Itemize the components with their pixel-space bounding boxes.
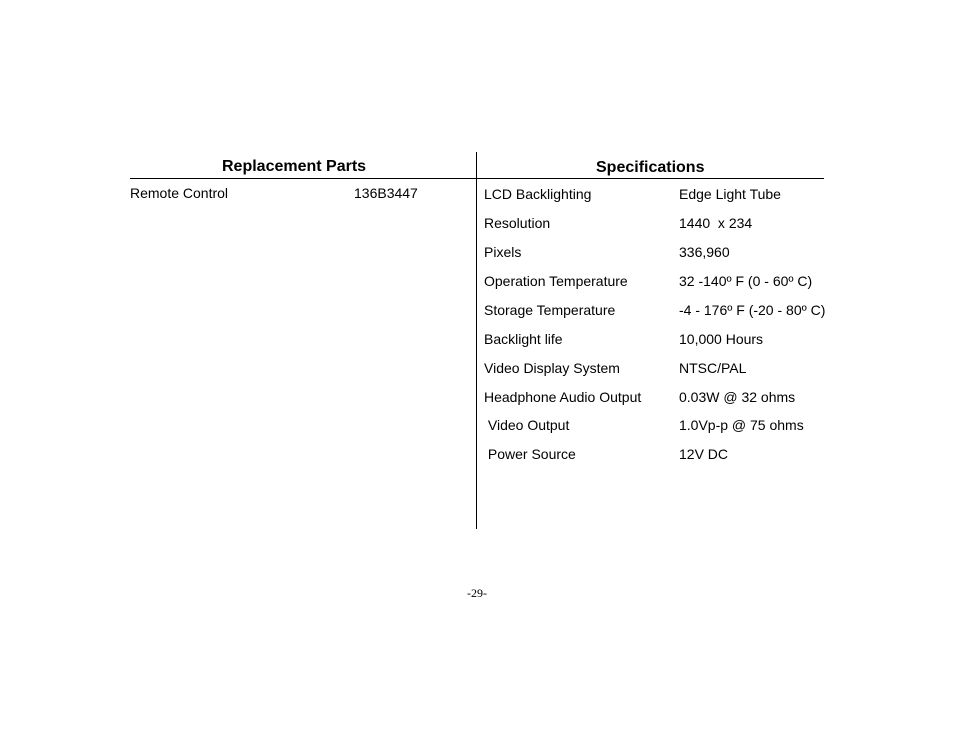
spec-label: Video Display System: [484, 360, 620, 376]
spec-value: Edge Light Tube: [679, 186, 781, 202]
spec-value: 10,000 Hours: [679, 331, 764, 347]
spec-label: Headphone Audio Output: [484, 389, 642, 405]
spec-value: 12V DC: [679, 446, 729, 462]
column-divider: [476, 152, 477, 529]
page-number: -29-: [467, 586, 487, 600]
spec-label: Operation Temperature: [484, 273, 628, 289]
spec-value: 336,960: [679, 244, 730, 260]
spec-value: 1440 x 234: [679, 215, 753, 231]
spec-value: NTSC/PAL: [679, 360, 747, 376]
spec-value: -4 - 176º F (-20 - 80º C): [679, 302, 826, 318]
part-name: Remote Control: [130, 185, 229, 201]
part-number: 136B3447: [354, 185, 418, 201]
spec-value: 0.03W @ 32 ohms: [679, 389, 796, 405]
specifications-heading: Specifications: [596, 159, 705, 176]
spec-label: Pixels: [484, 244, 522, 260]
spec-label: Resolution: [484, 215, 551, 231]
spec-value: 32 -140º F (0 - 60º C): [679, 273, 813, 289]
spec-label: Storage Temperature: [484, 302, 616, 318]
spec-label: LCD Backlighting: [484, 186, 592, 202]
spec-label: Video Output: [484, 417, 570, 433]
replacement-parts-heading: Replacement Parts: [222, 158, 367, 175]
spec-label: Backlight life: [484, 331, 563, 347]
spec-label: Power Source: [484, 446, 576, 462]
specifications-rule: [477, 178, 824, 179]
spec-value: 1.0Vp-p @ 75 ohms: [679, 417, 804, 433]
replacement-parts-rule: [130, 178, 476, 179]
